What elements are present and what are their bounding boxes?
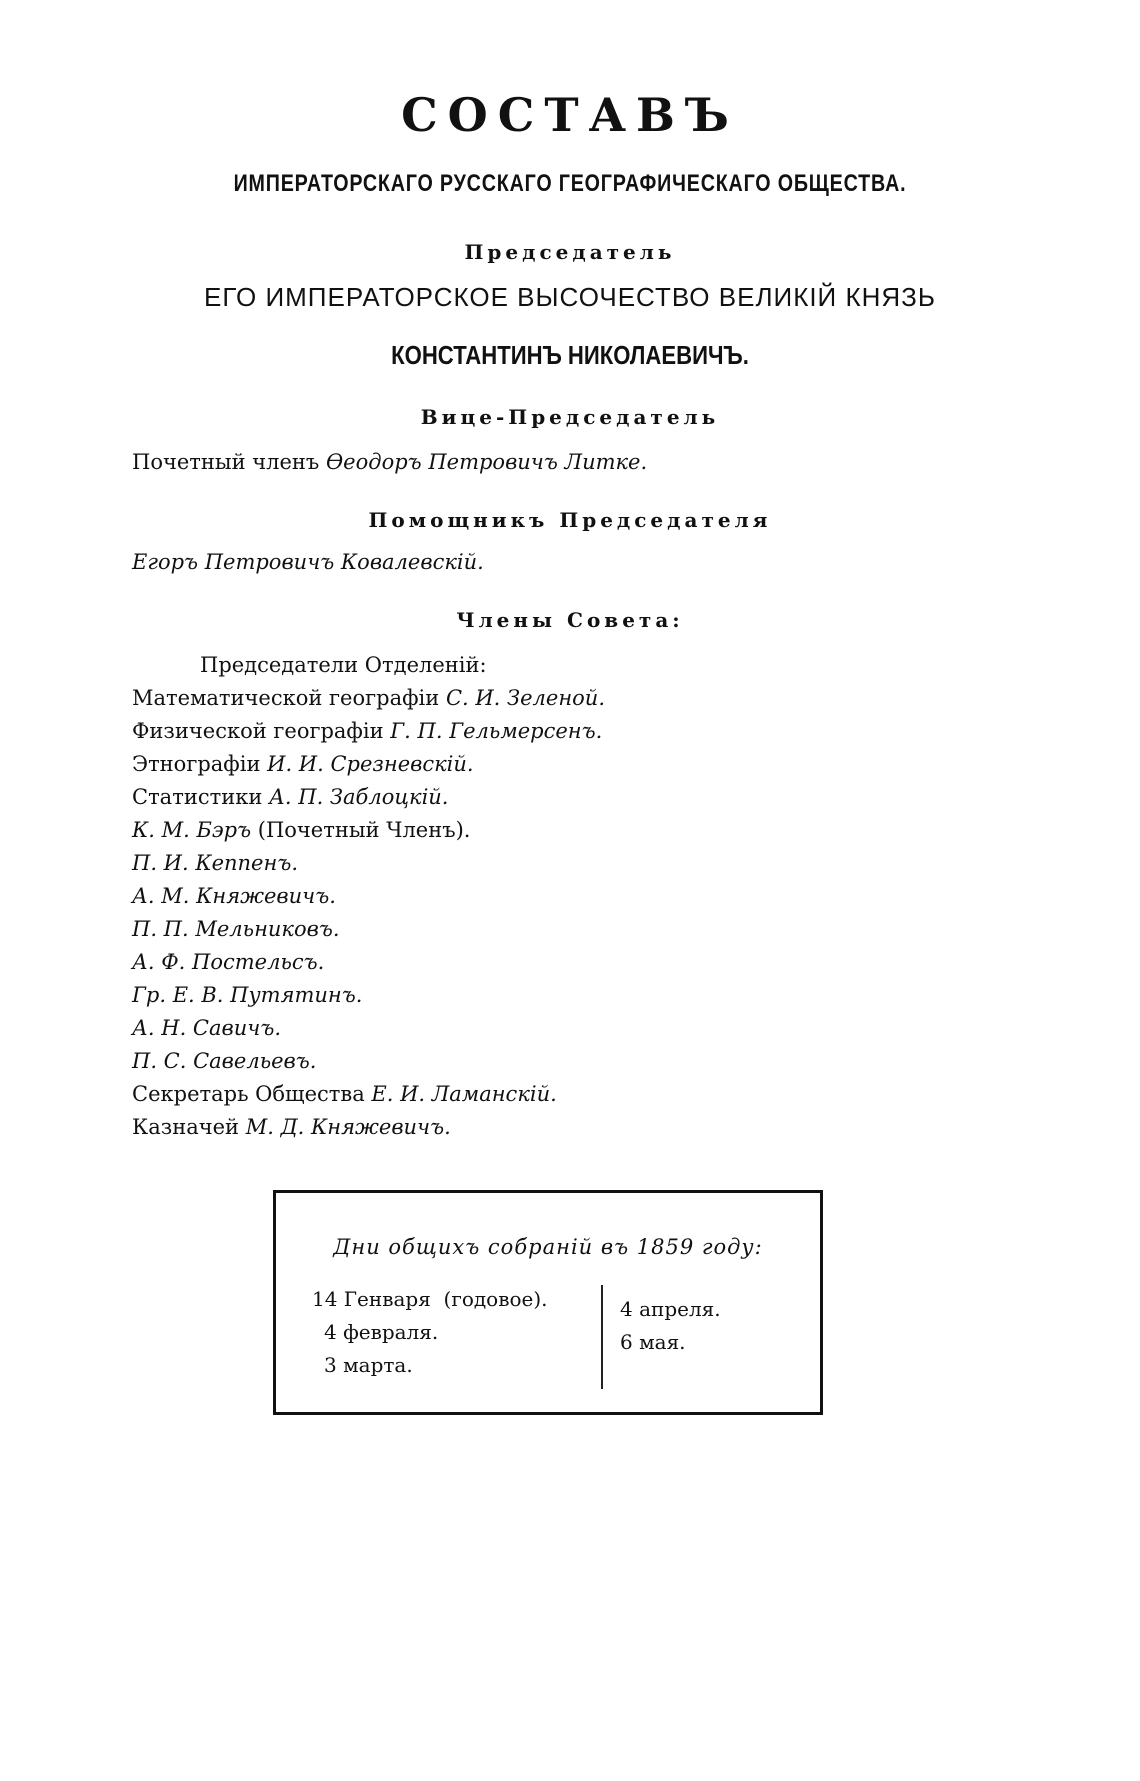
assistant-heading: Помощникъ Председателя <box>368 508 772 532</box>
list-item: А. Ф. Постельсъ. <box>132 950 325 974</box>
list-item: П. П. Мельниковъ. <box>132 917 340 941</box>
meeting-dates-box <box>273 1190 823 1415</box>
list-item: П. И. Кеппенъ. <box>132 851 298 875</box>
council-heading: Члены Совета: <box>456 608 684 632</box>
list-item: Математической географіи С. И. Зеленой. <box>132 686 606 710</box>
list-item: Секретарь Общества Е. И. Ламанскій. <box>132 1082 557 1106</box>
vice-chairman-heading: Вице-Председатель <box>420 405 720 429</box>
list-item: А. М. Княжевичъ. <box>132 884 336 908</box>
list-item: П. С. Савельевъ. <box>132 1049 317 1073</box>
list-item: Физической географіи Г. П. Гельмерсенъ. <box>132 719 603 743</box>
meeting-dates-left-column <box>312 1283 548 1382</box>
meeting-dates-heading: Дни общихъ собраній въ 1859 году: <box>333 1235 763 1259</box>
society-name: ИМПЕРАТОРСКАГО РУССКАГО ГЕОГРАФИЧЕСКАГО ОБЩЕСТВА. <box>233 170 907 197</box>
council-subheading: Председатели Отделеній: <box>200 653 487 677</box>
meeting-date: 6 мая. <box>620 1330 686 1354</box>
assistant-name: Егоръ Петровичъ Ковалевскій. <box>132 550 484 574</box>
chairman-title-line: ЕГО ИМПЕРАТОРСКОЕ ВЫСОЧЕСТВО ВЕЛИКІЙ КНЯЗЬ <box>204 282 936 312</box>
chairman-heading: Председатель <box>464 240 676 264</box>
list-item: Казначей М. Д. Княжевичъ. <box>132 1115 451 1139</box>
vice-chairman-line <box>132 450 647 474</box>
meeting-date: 4 апреля. <box>620 1297 721 1321</box>
meeting-date: 3 марта. <box>324 1353 413 1377</box>
chairman-name: КОНСТАНТИНЪ НИКОЛАЕВИЧЪ. <box>391 340 749 370</box>
meeting-date: 14 Генваря (годовое). <box>312 1287 548 1311</box>
list-item: Гр. Е. В. Путятинъ. <box>132 983 363 1007</box>
list-item: К. М. Бэръ (Почетный Членъ). <box>132 818 471 842</box>
meeting-date: 4 февраля. <box>324 1320 439 1344</box>
list-item: А. Н. Савичъ. <box>132 1016 281 1040</box>
vice-chairman-role: Почетный членъ <box>132 450 320 474</box>
vice-chairman-name: Ѳеодоръ Петровичъ Литке. <box>325 450 648 474</box>
column-divider <box>601 1285 603 1389</box>
list-item: Этнографіи И. И. Срезневскій. <box>132 752 474 776</box>
page-title: СОСТАВЪ <box>401 88 739 142</box>
list-item: Статистики А. П. Заблоцкій. <box>132 785 449 809</box>
meeting-dates-right-column <box>620 1293 721 1359</box>
